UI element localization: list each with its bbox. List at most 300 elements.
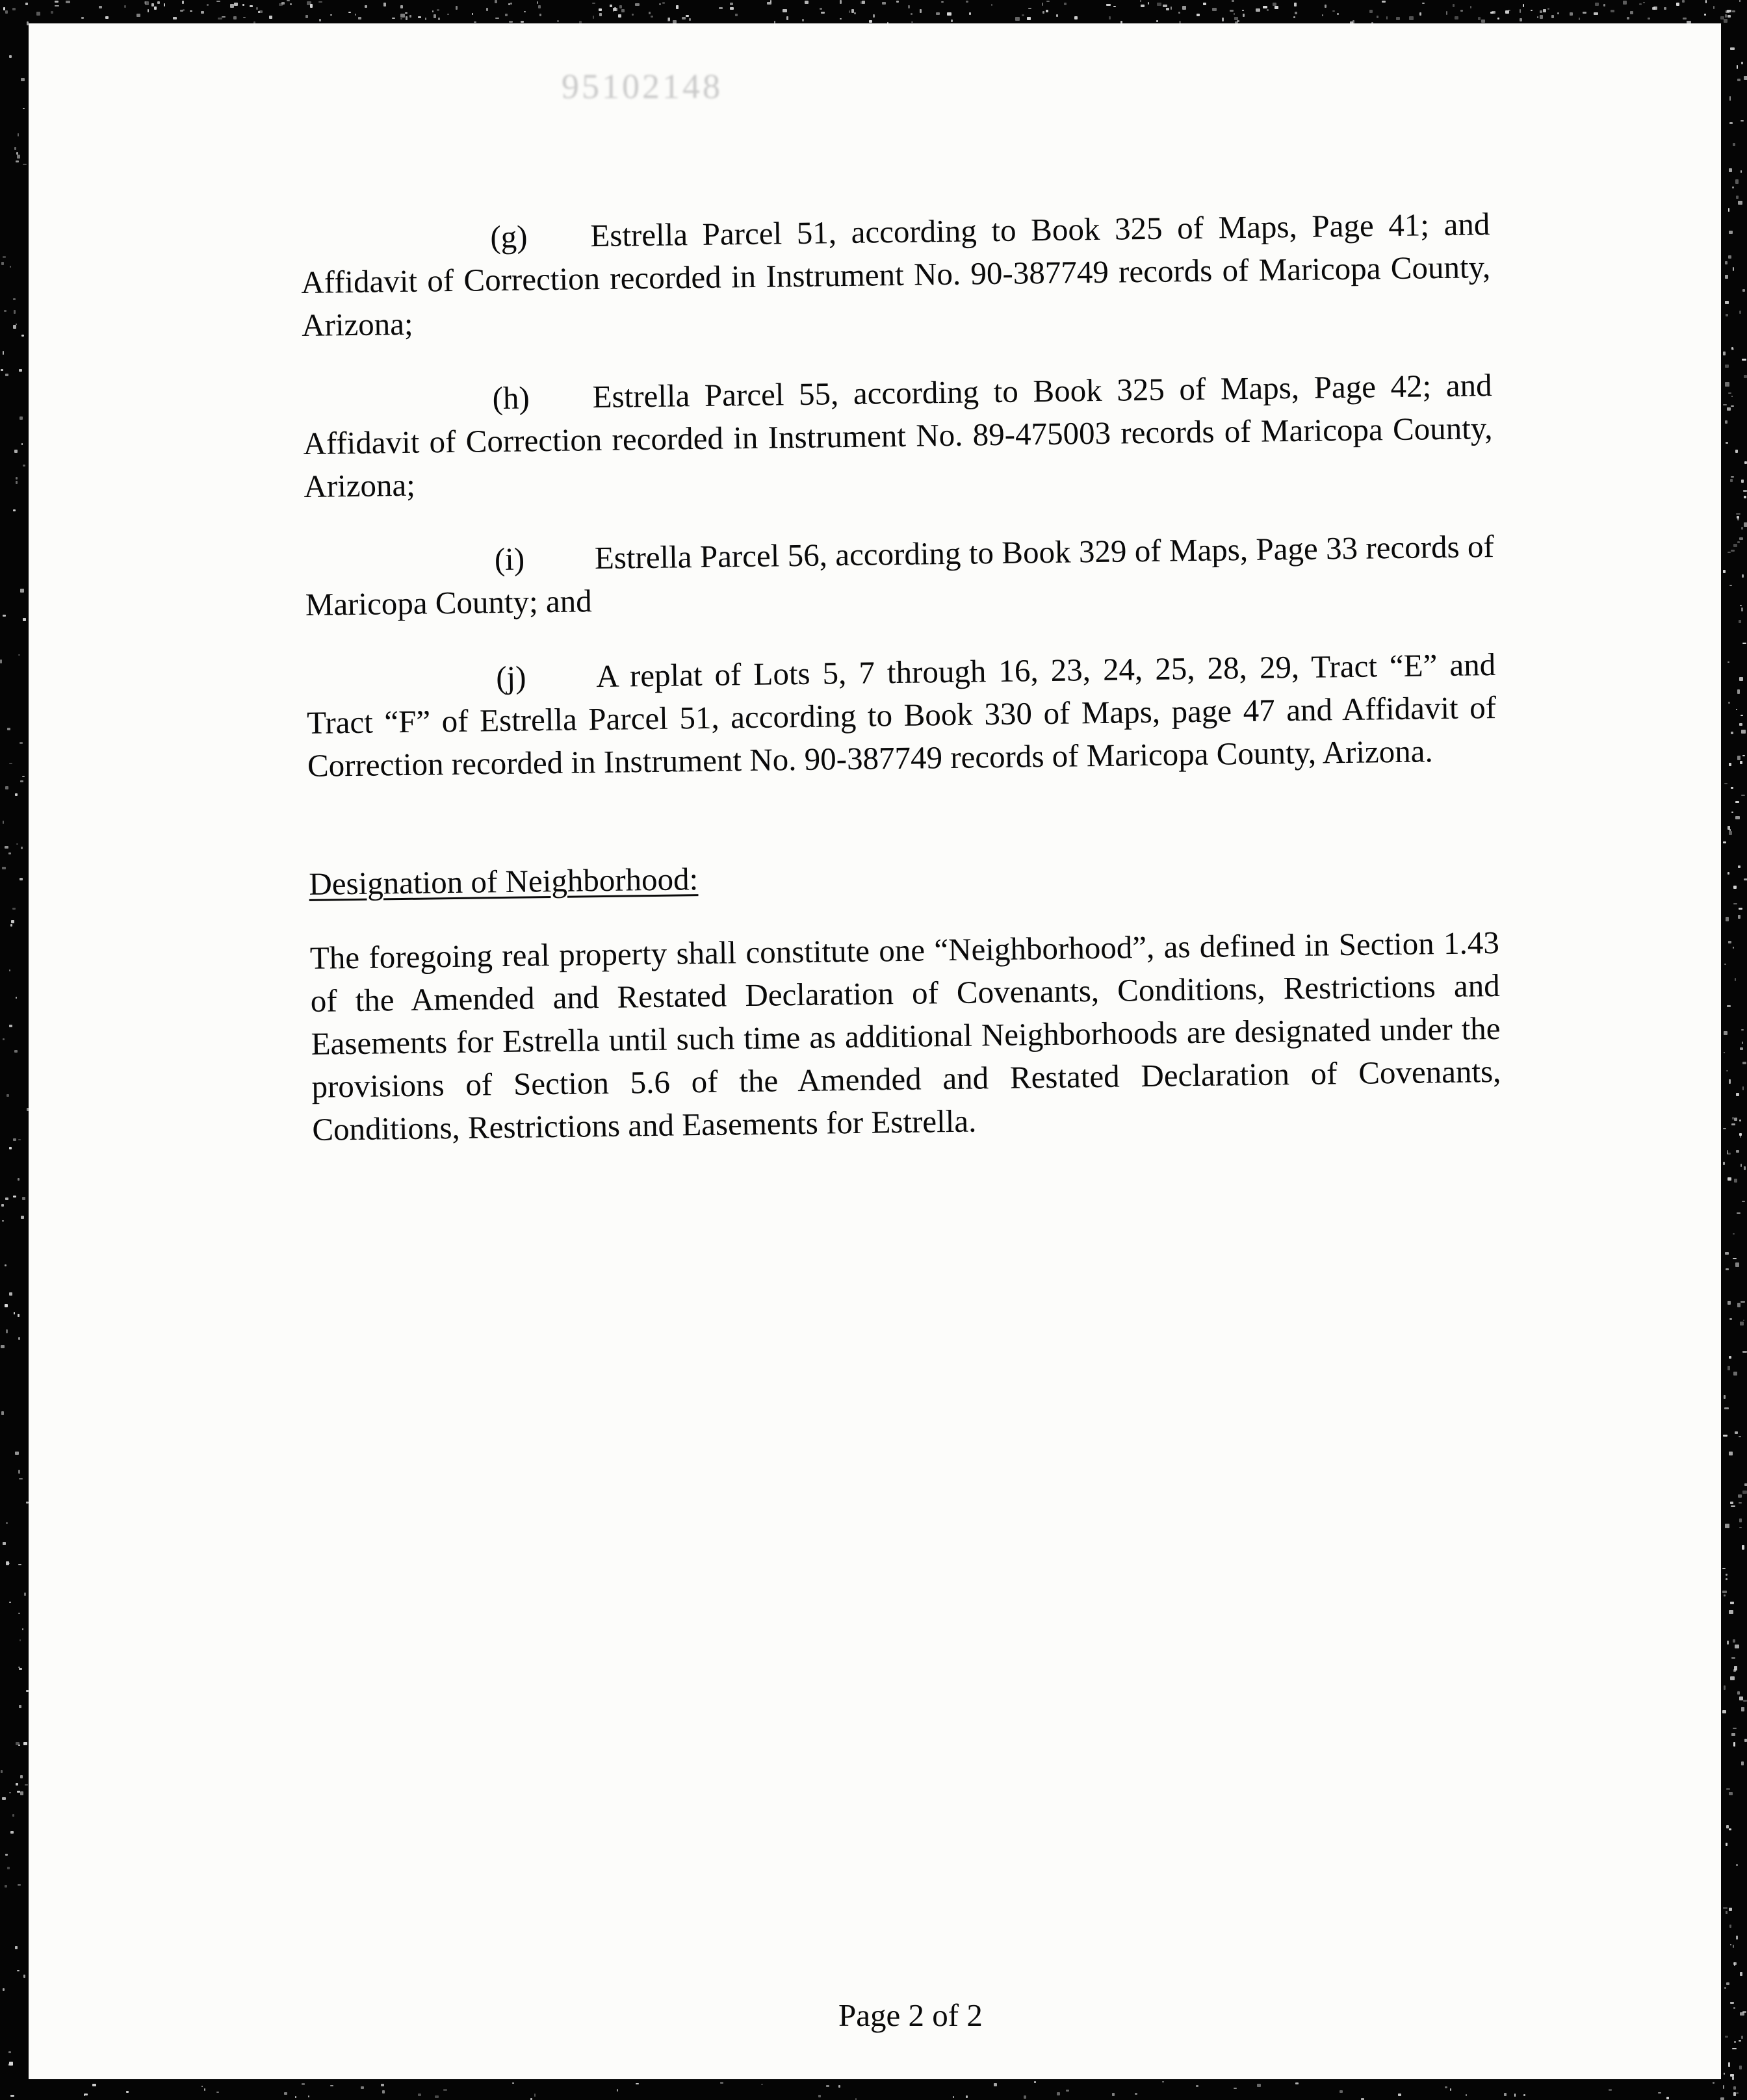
scan-speck <box>1540 10 1542 13</box>
scan-speck <box>10 2095 14 2097</box>
scan-speck <box>676 5 679 9</box>
scan-speck <box>1742 1201 1745 1202</box>
scan-speck <box>20 1775 23 1778</box>
scan-speck <box>1728 255 1732 259</box>
scan-speck <box>233 16 237 20</box>
scan-speck <box>1726 314 1728 316</box>
scan-speck <box>1740 1047 1743 1050</box>
scan-speck <box>1732 2077 1734 2080</box>
scan-speck <box>1727 1641 1729 1645</box>
scan-speck <box>1727 10 1731 12</box>
scan-speck <box>1725 382 1729 386</box>
scan-speck <box>1398 2094 1401 2096</box>
scan-speck <box>409 15 411 18</box>
scan-speck <box>12 8 16 10</box>
scan-speck <box>862 1 865 4</box>
scan-speck <box>1726 1843 1728 1846</box>
scan-speck <box>1744 76 1747 80</box>
scan-speck <box>1738 865 1741 867</box>
scan-speck <box>256 7 258 9</box>
scan-speck <box>218 18 222 19</box>
scan-speck <box>1166 8 1169 10</box>
scan-speck <box>18 1613 20 1614</box>
scan-speck <box>1726 1574 1728 1575</box>
scan-speck <box>2 1220 4 1222</box>
scan-speck <box>1725 420 1728 424</box>
scan-speck <box>1724 1987 1726 1989</box>
scan-speck <box>1741 2036 1743 2040</box>
scan-speck <box>204 2088 205 2091</box>
scan-speck <box>1725 2036 1729 2038</box>
faded-stamp-number: 95102148 <box>562 67 723 106</box>
scan-speck <box>1742 755 1745 756</box>
scan-speck <box>1 1411 4 1415</box>
scan-speck <box>24 1593 25 1596</box>
scan-speck <box>1066 2090 1069 2092</box>
scan-speck <box>8 2051 11 2053</box>
scan-speck <box>1737 517 1739 521</box>
scan-speck <box>361 2086 364 2089</box>
scan-speck <box>105 16 108 19</box>
scan-speck <box>1729 122 1733 124</box>
scan-speck <box>1740 1972 1742 1976</box>
scan-speck <box>1738 915 1741 919</box>
scan-speck <box>23 1742 27 1745</box>
scan-speck <box>1733 2092 1736 2096</box>
item-text: Estrella Parcel 51, according to Book 325 of Maps, Page 41; and Affidavit of Correction recorded in Instrument No. 90-387749 records of Maricopa County, Arizona; <box>300 206 1491 343</box>
scan-speck <box>1744 375 1746 379</box>
scan-speck <box>81 17 84 19</box>
scan-speck <box>164 3 165 6</box>
scan-speck <box>1728 2062 1730 2067</box>
scan-speck <box>1724 1031 1728 1035</box>
scan-speck <box>1723 2085 1724 2089</box>
scan-speck <box>21 335 24 337</box>
scan-speck <box>840 0 842 3</box>
scan-speck <box>1735 1262 1739 1266</box>
scan-speck <box>1682 0 1685 3</box>
scan-speck <box>10 266 11 268</box>
scan-speck <box>1726 1982 1729 1985</box>
scan-speck <box>432 10 434 12</box>
scan-speck <box>770 0 771 3</box>
scan-speck <box>5 1304 8 1307</box>
scan-speck <box>1557 12 1559 14</box>
scan-speck <box>1623 1 1627 5</box>
scan-speck <box>437 9 440 11</box>
scan-speck <box>15 1946 18 1949</box>
scan-speck <box>1733 544 1737 547</box>
scan-speck <box>1234 13 1235 15</box>
scan-speck <box>1705 0 1707 3</box>
scan-speck <box>1267 9 1269 11</box>
scan-speck <box>1322 14 1324 16</box>
scan-speck <box>318 1 322 3</box>
scan-speck <box>1 1770 3 1773</box>
scan-speck <box>1733 1945 1734 1948</box>
scan-speck <box>1743 490 1747 492</box>
scan-speck <box>1731 1657 1735 1658</box>
scan-speck <box>16 843 18 845</box>
item-marker: (h) <box>492 379 530 416</box>
scan-speck <box>1478 17 1481 21</box>
scan-speck <box>1551 15 1554 18</box>
scan-speck <box>1046 1 1050 3</box>
scan-speck <box>358 17 361 19</box>
scan-speck <box>182 1 184 4</box>
scan-speck <box>14 147 16 150</box>
scan-speck <box>1731 787 1734 788</box>
scan-speck <box>1579 18 1580 20</box>
scan-speck <box>16 1783 18 1786</box>
scan-speck <box>308 2095 309 2097</box>
scan-speck <box>1531 10 1532 11</box>
scan-speck <box>1733 886 1736 889</box>
scan-speck <box>1520 9 1521 12</box>
scan-speck <box>994 2083 997 2086</box>
scan-speck <box>1725 261 1728 264</box>
scan-speck <box>23 1975 25 1978</box>
scan-speck <box>1627 17 1629 19</box>
scan-speck <box>534 2094 536 2097</box>
scan-speck <box>1736 1936 1738 1939</box>
scan-speck <box>1731 732 1733 734</box>
scan-speck <box>207 4 209 5</box>
scan-speck <box>1543 9 1546 12</box>
scan-speck <box>21 847 23 849</box>
scan-speck <box>1725 365 1729 368</box>
scan-speck <box>1724 1685 1726 1689</box>
scan-speck <box>1042 11 1044 14</box>
scan-speck <box>9 1792 11 1794</box>
scan-speck <box>1015 17 1020 21</box>
scan-speck <box>1744 1739 1747 1742</box>
scan-speck <box>1733 1728 1737 1729</box>
scan-speck <box>821 12 824 13</box>
scan-speck <box>1141 5 1145 8</box>
scan-speck <box>1520 18 1522 21</box>
scan-speck <box>1504 2093 1507 2096</box>
scan-speck <box>1739 311 1741 314</box>
scan-speck <box>1739 537 1743 540</box>
scan-speck <box>1726 1825 1729 1828</box>
scan-speck <box>1744 1483 1747 1486</box>
scan-speck <box>1742 1545 1744 1550</box>
scan-speck <box>1 369 3 371</box>
scan-speck <box>19 416 23 420</box>
scan-speck <box>1523 4 1524 7</box>
scan-speck <box>911 13 912 16</box>
scan-speck <box>18 1337 20 1340</box>
scan-speck <box>305 15 307 18</box>
scan-speck <box>9 55 12 57</box>
scan-speck <box>1135 2093 1137 2094</box>
scan-speck <box>1739 908 1742 910</box>
scan-speck <box>13 325 16 328</box>
scan-speck <box>1648 18 1650 19</box>
scan-speck <box>269 16 272 19</box>
scan-speck <box>1106 4 1111 6</box>
scan-speck <box>1741 1301 1745 1302</box>
scan-speck <box>1724 19 1728 23</box>
scan-speck <box>222 16 226 18</box>
scan-speck <box>180 10 184 11</box>
scan-speck <box>509 21 513 22</box>
scan-speck <box>6 1561 8 1565</box>
scan-speck <box>1740 1322 1744 1326</box>
scan-speck <box>854 12 856 14</box>
scan-speck <box>966 1 968 3</box>
scan-speck <box>1735 450 1738 453</box>
scan-speck <box>838 2085 840 2088</box>
scan-speck <box>1293 16 1295 18</box>
scan-speck <box>1726 442 1728 444</box>
scan-speck <box>505 14 508 16</box>
scan-speck <box>1212 8 1216 11</box>
scan-speck <box>953 2096 954 2098</box>
scan-speck <box>3 256 6 258</box>
scan-speck <box>23 108 25 109</box>
scan-speck <box>18 1139 21 1140</box>
scan-speck <box>1603 4 1605 6</box>
scan-speck <box>1744 496 1747 499</box>
scan-speck <box>3 1988 4 1991</box>
scan-speck <box>1446 11 1448 15</box>
scan-speck <box>474 21 476 23</box>
scan-speck <box>1728 702 1730 704</box>
scan-speck <box>36 12 40 15</box>
scan-speck <box>330 2085 334 2086</box>
scan-speck <box>1737 1303 1741 1307</box>
scan-speck <box>1724 1407 1729 1410</box>
scan-speck <box>689 18 691 20</box>
scan-speck <box>355 14 357 16</box>
scan-speck <box>1731 1505 1735 1507</box>
scan-speck <box>682 17 686 19</box>
scan-speck <box>1742 1042 1743 1044</box>
scan-speck <box>896 1 899 3</box>
scan-speck <box>21 1216 25 1218</box>
item-marker: (j) <box>495 659 526 696</box>
scan-speck <box>1736 2092 1739 2094</box>
scan-speck <box>382 2090 385 2094</box>
scan-speck <box>1639 3 1641 5</box>
scan-speck <box>302 2083 305 2085</box>
scan-speck <box>618 14 621 18</box>
scan-speck <box>1734 1179 1737 1182</box>
scan-speck <box>25 1784 28 1786</box>
scan-speck <box>1057 2092 1060 2095</box>
scan-speck <box>1178 12 1180 14</box>
scan-speck <box>25 3 28 5</box>
scan-speck <box>1726 1268 1729 1270</box>
scan-speck <box>636 2083 638 2084</box>
scan-speck <box>405 12 408 14</box>
scan-speck <box>1490 12 1494 14</box>
scan-speck <box>418 2094 421 2096</box>
scan-speck <box>284 2092 287 2095</box>
scan-speck <box>495 0 497 3</box>
scan-speck <box>230 4 234 8</box>
scan-speck <box>201 2086 203 2088</box>
scan-speck <box>18 1564 21 1566</box>
scan-speck <box>908 5 910 8</box>
scan-speck <box>1733 947 1734 949</box>
scan-speck <box>1733 143 1735 146</box>
scan-speck <box>250 5 253 7</box>
scan-speck <box>599 8 602 10</box>
scan-speck <box>1723 352 1726 355</box>
scan-speck <box>1339 2090 1342 2093</box>
scan-speck <box>1729 1925 1731 1927</box>
scan-speck <box>1735 179 1739 184</box>
scan-speck <box>1396 17 1400 20</box>
scan-speck <box>495 18 498 19</box>
scan-speck <box>1445 2086 1447 2088</box>
scan-speck <box>1203 3 1207 5</box>
scan-speck <box>1742 643 1746 645</box>
scan-speck <box>826 2085 829 2087</box>
scan-speck <box>1739 1527 1741 1528</box>
scan-speck <box>1737 79 1741 81</box>
scan-speck <box>1742 1062 1746 1064</box>
scan-speck <box>1742 289 1745 291</box>
scan-speck <box>55 1 59 3</box>
scan-speck <box>1337 13 1339 15</box>
scan-speck <box>243 17 246 18</box>
scan-speck <box>1422 3 1425 4</box>
scan-speck <box>1148 2 1149 5</box>
scan-speck <box>17 1970 20 1972</box>
scan-speck <box>1594 12 1598 16</box>
scan-speck <box>330 14 332 16</box>
scan-speck <box>735 14 737 16</box>
scan-speck <box>1729 168 1732 172</box>
scan-speck <box>1736 1093 1740 1096</box>
scan-speck <box>9 1292 12 1296</box>
scan-speck <box>16 481 18 484</box>
scan-speck <box>1243 14 1245 17</box>
scan-speck <box>3 1542 6 1545</box>
scan-speck <box>216 1 220 2</box>
scan-speck <box>1729 96 1731 101</box>
scan-speck <box>22 1197 25 1201</box>
scan-speck <box>1162 2081 1165 2082</box>
scan-speck <box>1731 1733 1735 1735</box>
scan-speck <box>1570 12 1573 16</box>
scan-speck <box>1735 1645 1739 1648</box>
scan-speck <box>1740 761 1742 764</box>
scan-speck <box>18 654 19 656</box>
scan-speck <box>5 1197 8 1200</box>
scan-speck <box>1726 917 1729 921</box>
scan-speck <box>1723 404 1727 405</box>
scan-speck <box>1733 2086 1736 2090</box>
scan-speck <box>1369 10 1373 13</box>
scan-speck <box>16 160 19 162</box>
scan-speck <box>855 2098 857 2100</box>
scan-speck <box>14 1050 18 1053</box>
scan-speck <box>145 1 149 5</box>
scan-speck <box>1453 4 1455 7</box>
scan-speck <box>1724 1052 1726 1053</box>
scan-speck <box>15 1452 19 1455</box>
scan-speck <box>649 12 651 14</box>
scan-speck <box>1725 14 1727 18</box>
scan-speck <box>947 12 951 16</box>
scan-speck <box>873 14 875 18</box>
scan-speck <box>16 477 18 480</box>
scan-speck <box>1735 801 1740 803</box>
scan-speck <box>1739 1518 1742 1522</box>
scan-speck <box>1273 3 1276 6</box>
scan-speck <box>1666 2097 1669 2100</box>
scan-speck <box>1739 1436 1741 1438</box>
scan-speck <box>126 2091 129 2093</box>
scan-speck <box>190 10 192 12</box>
scan-speck <box>1732 10 1735 13</box>
scan-speck <box>20 780 23 782</box>
scan-speck <box>761 2084 763 2085</box>
scan-speck <box>1470 6 1471 8</box>
scan-speck <box>539 14 541 17</box>
scan-speck <box>1741 1761 1744 1765</box>
scan-speck <box>1723 1907 1728 1909</box>
scan-speck <box>1722 1591 1727 1593</box>
scan-speck <box>1724 1594 1726 1596</box>
scan-speck <box>1733 1639 1735 1643</box>
scan-speck <box>1514 2094 1516 2097</box>
scan-speck <box>1726 1788 1730 1790</box>
scan-speck <box>1741 795 1745 796</box>
scan-speck <box>23 465 25 466</box>
scan-speck <box>1742 359 1746 361</box>
scan-speck <box>1723 570 1726 573</box>
scan-speck <box>1728 552 1731 553</box>
scan-speck <box>1730 1602 1734 1604</box>
scan-speck <box>1730 2002 1734 2003</box>
scan-speck <box>12 908 16 910</box>
scan-speck <box>1683 18 1687 19</box>
scan-speck <box>1728 941 1731 943</box>
scan-speck <box>1741 608 1743 611</box>
scan-speck <box>365 5 367 7</box>
scan-speck <box>383 3 385 6</box>
scan-speck <box>1 262 5 265</box>
scan-speck <box>20 1791 23 1795</box>
scan-speck <box>9 969 10 972</box>
scan-speck <box>1460 10 1463 12</box>
scan-speck <box>1583 12 1586 14</box>
scan-speck <box>295 2096 296 2098</box>
scan-speck <box>157 1 160 5</box>
scan-speck <box>635 3 640 6</box>
scan-speck <box>593 16 594 19</box>
scan-speck <box>610 5 612 7</box>
scan-speck <box>1658 2092 1662 2094</box>
scan-speck <box>1704 14 1706 16</box>
scan-speck <box>1222 18 1224 21</box>
scan-speck <box>557 20 559 22</box>
scan-speck <box>849 10 850 13</box>
scan-speck <box>1497 18 1499 19</box>
scan-speck <box>9 1147 12 1149</box>
scan-speck <box>1739 620 1741 623</box>
scan-speck <box>17 1791 20 1793</box>
scan-speck <box>136 14 140 18</box>
scan-speck <box>400 5 403 9</box>
scan-speck <box>2 1797 6 1800</box>
